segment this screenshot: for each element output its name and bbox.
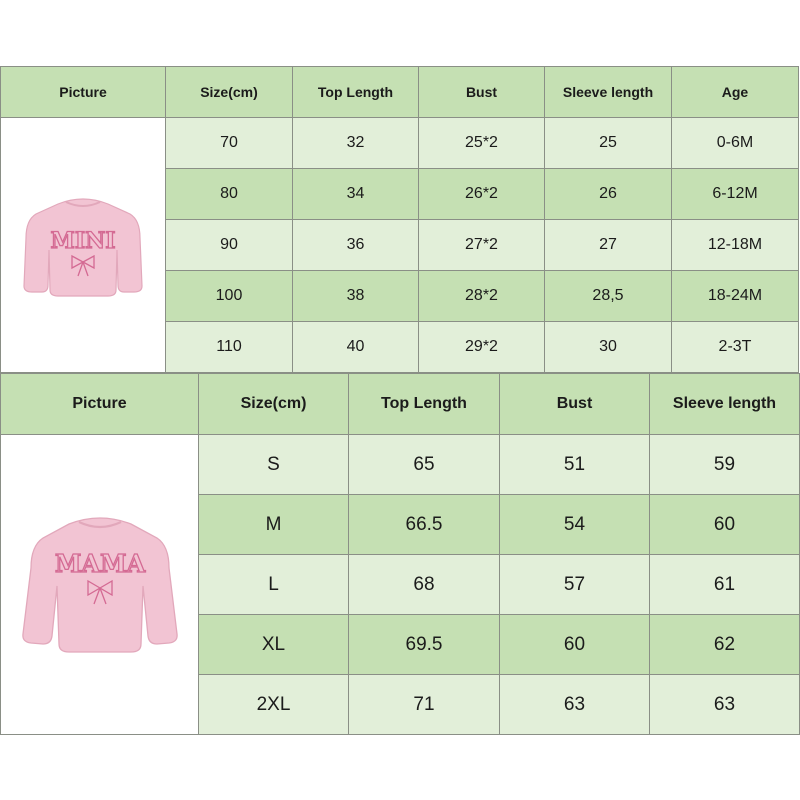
svg-text:MINI: MINI	[50, 228, 116, 254]
adult-header-row	[1, 374, 800, 435]
adult-cell: XL	[199, 615, 349, 675]
kids-header-bust: Bust	[419, 67, 545, 118]
adult-sweater-picture	[1, 435, 199, 735]
kids-cell: 26	[545, 169, 672, 220]
kids-cell: 0-6M	[672, 118, 799, 169]
kids-cell: 27	[545, 220, 672, 271]
kids-cell: 28,5	[545, 271, 672, 322]
adult-cell: 69.5	[349, 615, 500, 675]
kids-cell: 36	[293, 220, 419, 271]
adult-cell: 57	[500, 555, 650, 615]
kids-cell: 18-24M	[672, 271, 799, 322]
kids-cell: 2-3T	[672, 322, 799, 373]
kids-header-top-length: Top Length	[293, 67, 419, 118]
adult-cell: 68	[349, 555, 500, 615]
kids-cell: 12-18M	[672, 220, 799, 271]
adult-cell: 63	[650, 675, 800, 735]
adult-header-bust: Bust	[500, 374, 650, 435]
adult-cell: 66.5	[349, 495, 500, 555]
kids-size-chart	[0, 66, 799, 373]
svg-text:MAMA: MAMA	[54, 548, 145, 578]
kids-cell: 30	[545, 322, 672, 373]
adult-cell: 51	[500, 435, 650, 495]
adult-cell: 65	[349, 435, 500, 495]
kids-sweater-picture	[1, 118, 166, 373]
kids-cell: 32	[293, 118, 419, 169]
adult-header-picture: Picture	[1, 374, 199, 435]
kids-cell: 40	[293, 322, 419, 373]
kids-header-row	[1, 67, 799, 118]
adult-header-top-length: Top Length	[349, 374, 500, 435]
adult-cell: M	[199, 495, 349, 555]
adult-header-size: Size(cm)	[199, 374, 349, 435]
kids-header-sleeve-length: Sleeve length	[545, 67, 672, 118]
kids-cell: 25	[545, 118, 672, 169]
kids-cell: 29*2	[419, 322, 545, 373]
kids-cell: 100	[166, 271, 293, 322]
kids-header-size: Size(cm)	[166, 67, 293, 118]
kids-cell: 25*2	[419, 118, 545, 169]
adult-cell: 60	[500, 615, 650, 675]
adult-size-chart	[0, 373, 800, 735]
adult-header-sleeve-length: Sleeve length	[650, 374, 800, 435]
kids-cell: 90	[166, 220, 293, 271]
adult-cell: L	[199, 555, 349, 615]
kids-cell: 6-12M	[672, 169, 799, 220]
adult-cell: 59	[650, 435, 800, 495]
kids-cell: 110	[166, 322, 293, 373]
adult-cell: 2XL	[199, 675, 349, 735]
adult-cell: 54	[500, 495, 650, 555]
adult-sweater-image	[15, 510, 185, 660]
adult-cell: 71	[349, 675, 500, 735]
adult-cell: 61	[650, 555, 800, 615]
adult-cell: 60	[650, 495, 800, 555]
kids-cell: 27*2	[419, 220, 545, 271]
kids-cell: 34	[293, 169, 419, 220]
table-row	[1, 435, 800, 495]
kids-cell: 28*2	[419, 271, 545, 322]
adult-cell: S	[199, 435, 349, 495]
kids-cell: 80	[166, 169, 293, 220]
kids-sweater-image	[18, 190, 148, 300]
kids-header-age: Age	[672, 67, 799, 118]
adult-cell: 63	[500, 675, 650, 735]
kids-cell: 70	[166, 118, 293, 169]
kids-header-picture: Picture	[1, 67, 166, 118]
kids-cell: 26*2	[419, 169, 545, 220]
adult-cell: 62	[650, 615, 800, 675]
kids-cell: 38	[293, 271, 419, 322]
table-row	[1, 118, 799, 169]
